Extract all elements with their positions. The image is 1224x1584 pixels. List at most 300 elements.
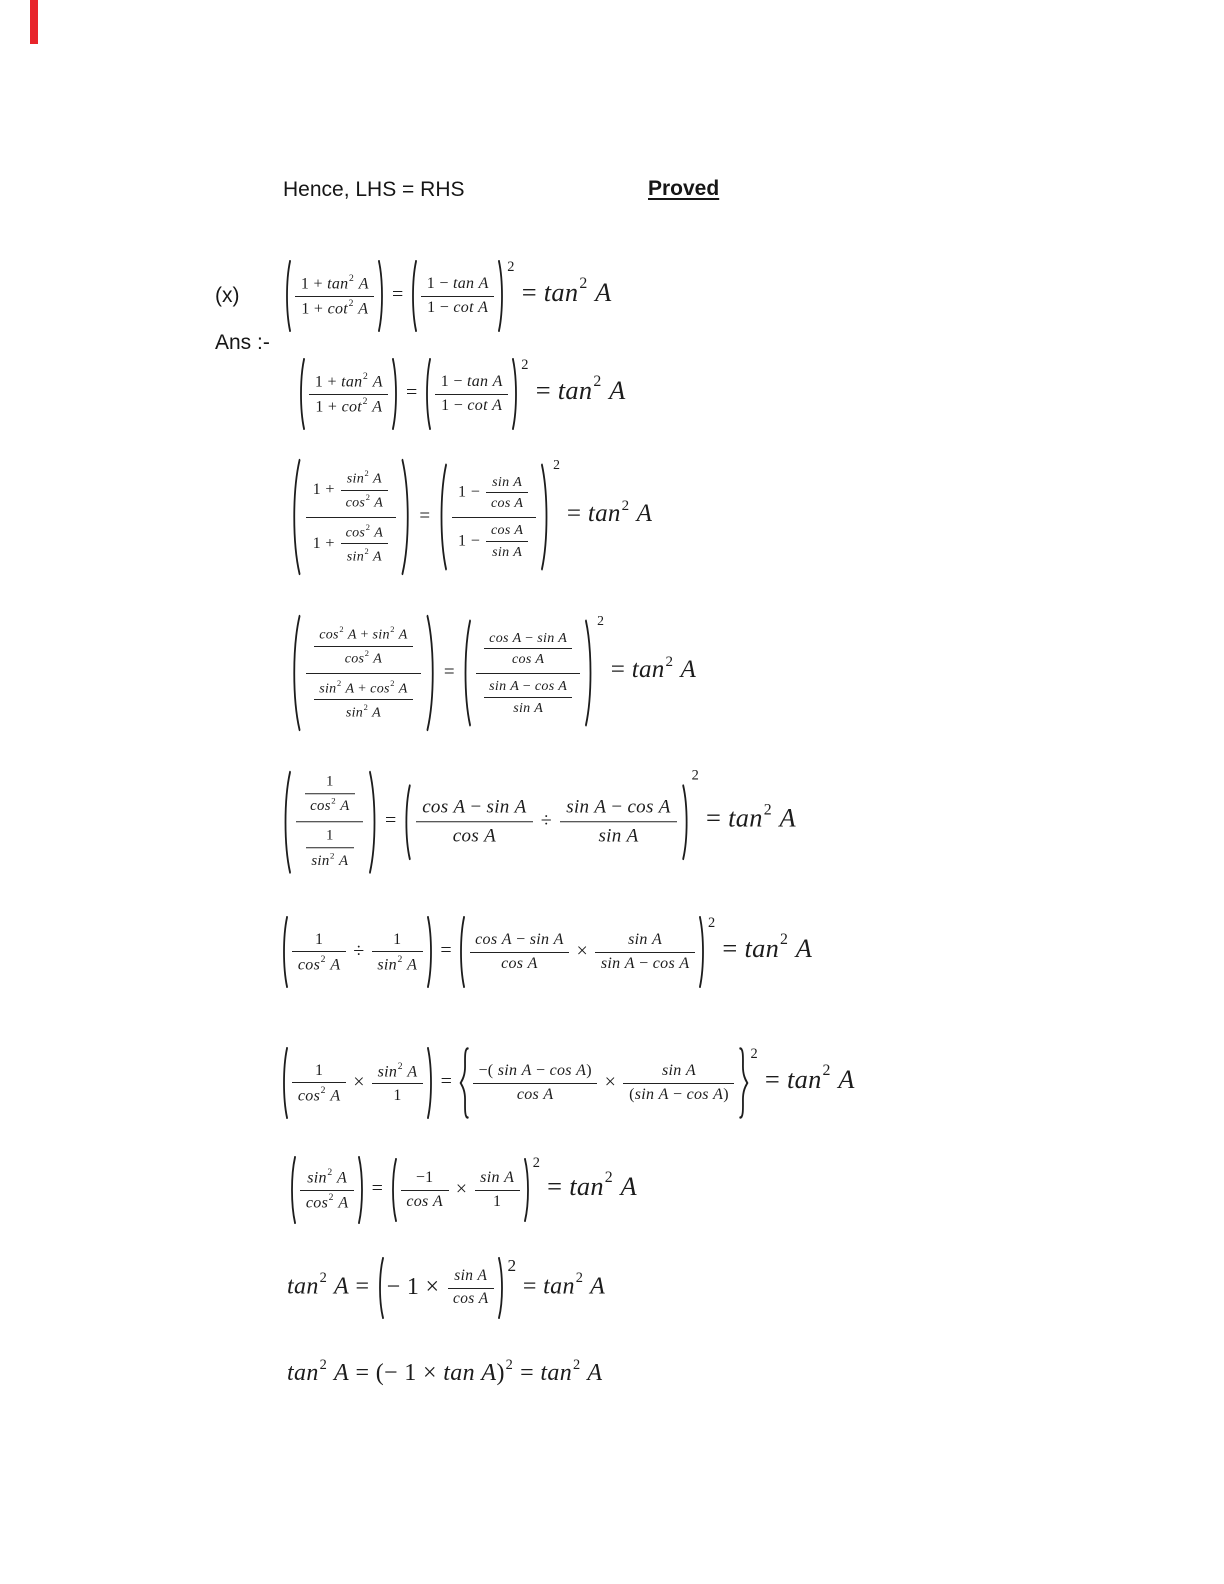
math-superscript: 2 <box>364 468 369 479</box>
math-text: cot <box>453 299 474 317</box>
math-text: sin <box>480 1169 500 1187</box>
math-group-body <box>515 277 612 307</box>
math-text: A <box>553 931 564 949</box>
math-text <box>789 933 796 963</box>
math-group-body <box>304 468 398 565</box>
math-text: − <box>531 1062 550 1080</box>
math-text: cos <box>297 956 321 974</box>
fraction <box>306 826 353 872</box>
math-text: A <box>626 824 639 846</box>
equation-9-express-as-tan <box>287 1257 605 1319</box>
fraction-numerator <box>486 521 528 542</box>
paren-delimiter <box>298 358 306 430</box>
math-text: A <box>330 956 341 974</box>
math-text: tan <box>587 500 621 528</box>
fraction <box>486 472 528 513</box>
paren-delimiter <box>461 619 473 727</box>
fraction-denominator <box>486 493 528 513</box>
fraction-denominator <box>560 823 678 850</box>
math-text: ( <box>629 1086 635 1104</box>
fraction-numerator <box>484 677 572 698</box>
math-text: A <box>372 398 383 416</box>
math-text: − <box>519 678 535 695</box>
fraction <box>486 521 528 562</box>
paren-delimiter <box>289 1156 297 1224</box>
math-group <box>288 468 414 565</box>
math-text: cos <box>516 1086 540 1104</box>
math-text: + <box>354 680 371 697</box>
math-text: A <box>779 802 796 833</box>
fraction-numerator <box>421 273 494 297</box>
math-text: 1 − <box>458 532 485 550</box>
fraction-numerator <box>306 620 421 674</box>
fraction-numerator <box>305 772 355 794</box>
group-exponent: 2 <box>507 259 515 275</box>
math-text: sin <box>529 931 550 949</box>
fraction-denominator <box>476 674 580 722</box>
fraction <box>306 464 396 571</box>
math-text: sin <box>628 931 648 949</box>
proved-label: Proved <box>648 177 720 200</box>
math-superscript: 2 <box>362 396 368 408</box>
math-group <box>540 1171 637 1201</box>
math-text: cos <box>489 629 509 646</box>
math-text: A <box>713 1086 724 1104</box>
group-exponent: 2 <box>750 1046 758 1062</box>
math-text: − 1 × <box>386 1273 446 1300</box>
math-text: sin <box>311 852 330 869</box>
math-group-body <box>433 373 510 415</box>
math-text: tan <box>543 276 579 307</box>
math-text: = <box>513 1360 541 1387</box>
math-text: A <box>358 275 369 293</box>
paren-delimiter <box>698 916 706 988</box>
math-group-body <box>290 930 424 974</box>
math-text: A <box>535 650 545 667</box>
fraction <box>300 1165 354 1215</box>
math-text: A <box>334 1273 350 1300</box>
math-text: A <box>347 627 357 644</box>
fraction-denominator <box>306 518 396 571</box>
math-text: = <box>540 1170 570 1201</box>
fraction-denominator <box>292 1083 346 1107</box>
math-text: A <box>658 796 671 818</box>
math-group-body <box>419 275 496 317</box>
math-text: ) <box>723 1086 729 1104</box>
fraction-numerator <box>314 623 412 647</box>
math-group-body <box>474 629 582 716</box>
equation-10-final-result <box>287 1356 602 1388</box>
fraction-numerator <box>595 929 695 953</box>
math-text: cos <box>549 1062 572 1080</box>
fraction-denominator <box>309 395 388 419</box>
group-exponent: 2 <box>507 1256 517 1275</box>
math-text: = <box>400 381 423 404</box>
math-text: × <box>347 1070 371 1093</box>
math-superscript: 2 <box>331 795 336 806</box>
math-group <box>402 767 700 846</box>
fraction-denominator <box>372 952 423 976</box>
math-group-body <box>307 370 390 416</box>
math-group-body <box>293 272 376 318</box>
math-group <box>699 803 796 833</box>
fraction-denominator <box>292 952 346 976</box>
math-text: A <box>477 1267 488 1285</box>
math-text: A <box>373 548 382 565</box>
paren-delimiter <box>289 458 303 576</box>
fraction-numerator <box>341 467 388 491</box>
paren-delimiter <box>426 1047 434 1119</box>
math-group <box>423 357 529 415</box>
fraction <box>421 273 494 320</box>
math-text: = <box>386 283 409 306</box>
math-group <box>457 915 716 973</box>
fraction <box>623 1060 734 1107</box>
fraction-denominator <box>314 700 412 723</box>
equation-1-given-identity-x <box>283 260 612 332</box>
fraction-denominator <box>314 647 412 670</box>
paren-delimiter <box>281 916 289 988</box>
math-group <box>280 773 380 869</box>
fraction-numerator <box>401 1167 449 1191</box>
math-group-body <box>560 497 653 528</box>
math-text: = <box>516 1273 544 1300</box>
math-group <box>715 933 812 963</box>
paren-delimiter <box>458 916 466 988</box>
fraction-denominator <box>595 953 695 976</box>
math-text: cot <box>467 397 488 415</box>
math-superscript: 2 <box>822 1062 831 1080</box>
math-text: A <box>484 824 496 846</box>
paren-delimiter <box>289 614 303 732</box>
math-text: 1 + <box>312 480 340 498</box>
math-text: tan <box>557 374 593 405</box>
math-group <box>435 457 561 560</box>
fraction-denominator <box>473 1084 598 1107</box>
fraction <box>470 929 570 976</box>
math-text: A <box>338 1194 349 1212</box>
math-text: A <box>620 1170 637 1201</box>
math-text: A <box>587 1360 603 1387</box>
math-text: A <box>501 931 512 949</box>
math-text: A <box>453 796 466 818</box>
math-text: = <box>435 939 458 962</box>
math-text: 1 <box>393 930 402 948</box>
fraction <box>296 768 363 876</box>
problem-index-label: (x) <box>215 284 240 307</box>
paren-delimiter <box>281 770 293 874</box>
math-text: sin <box>634 1086 655 1104</box>
math-text: cos <box>652 955 675 973</box>
math-text: sin <box>661 1062 682 1080</box>
fraction <box>314 623 412 670</box>
fraction <box>595 929 695 976</box>
fraction-denominator <box>306 848 353 872</box>
math-text: sin <box>492 473 510 490</box>
math-text: tan <box>631 656 665 684</box>
fraction-numerator <box>448 1265 494 1288</box>
math-text: tan <box>540 1360 573 1387</box>
equation-7-multiply-by-reciprocal <box>280 1047 855 1119</box>
fraction <box>305 772 355 818</box>
math-group-body <box>290 1060 425 1105</box>
math-text: tan <box>287 1360 319 1387</box>
math-text: A <box>373 471 382 488</box>
math-text: cot <box>327 300 349 318</box>
fraction <box>401 1167 449 1214</box>
math-group <box>288 1166 366 1212</box>
math-group-body <box>604 653 697 684</box>
math-text: 1 <box>493 1193 502 1211</box>
fraction-denominator <box>484 649 572 669</box>
fraction <box>314 677 412 724</box>
fraction <box>341 521 388 568</box>
math-group-body <box>304 624 422 721</box>
paren-delimiter <box>377 260 385 332</box>
math-text: sin <box>346 548 365 565</box>
math-group <box>283 272 387 318</box>
math-text: tan <box>452 275 475 293</box>
math-text: sin <box>307 1169 327 1187</box>
fraction <box>435 371 508 418</box>
math-group <box>560 497 653 528</box>
math-text: ) <box>496 1360 505 1387</box>
math-text: 1 + <box>301 300 328 318</box>
equation-8-cancel-common-factor <box>288 1156 637 1224</box>
math-text: A <box>504 1169 515 1187</box>
math-text: A <box>407 956 418 974</box>
math-group-body <box>450 473 539 560</box>
math-superscript: 2 <box>621 497 630 514</box>
math-text: sin <box>537 629 555 646</box>
paren-delimiter <box>367 770 379 874</box>
math-text: −1 <box>415 1169 434 1187</box>
math-text: tan <box>728 802 763 833</box>
fraction <box>306 620 421 727</box>
math-text: A <box>334 1360 350 1387</box>
math-text: = <box>438 661 460 683</box>
math-group-body <box>413 796 679 846</box>
fraction <box>295 271 374 321</box>
fraction-denominator <box>296 823 363 876</box>
math-text: tan <box>466 373 489 391</box>
math-text: ÷ <box>535 809 558 832</box>
fraction-numerator <box>306 826 353 848</box>
paren-delimiter <box>437 463 449 571</box>
math-group <box>288 624 439 721</box>
fraction <box>292 1059 346 1107</box>
math-text: A <box>624 955 635 973</box>
math-group-body <box>699 803 796 833</box>
math-text: A <box>478 1290 489 1308</box>
math-group <box>280 1060 435 1105</box>
math-text: + <box>356 627 373 644</box>
math-text: 1 − <box>440 373 467 391</box>
math-text: sin <box>492 543 510 560</box>
math-superscript: 2 <box>336 678 342 689</box>
math-text: A <box>339 852 349 869</box>
math-text: sin <box>345 704 364 721</box>
equation-4-combine-fractions <box>288 614 696 732</box>
math-group <box>297 370 401 416</box>
paren-delimiter <box>399 458 413 576</box>
math-text: sin <box>489 678 507 695</box>
math-text: A <box>512 629 522 646</box>
equation-3-substitute-sin-cos <box>288 458 652 576</box>
math-group-body <box>386 1267 496 1308</box>
math-text: × <box>450 1177 473 1200</box>
math-text: cos <box>627 796 654 818</box>
brace-delimiter <box>738 1047 749 1119</box>
math-group <box>604 653 697 684</box>
math-text: sin <box>372 627 390 644</box>
math-superscript: 2 <box>390 624 395 635</box>
math-text: A <box>513 543 523 560</box>
math-text: sin <box>377 956 397 974</box>
fraction-numerator <box>292 928 346 952</box>
math-text: A <box>398 627 408 644</box>
math-text: 1 <box>393 1087 402 1105</box>
fraction-denominator <box>470 953 570 976</box>
fraction <box>372 1059 423 1107</box>
math-text: tan <box>786 1063 822 1094</box>
math-text: cos <box>305 1194 329 1212</box>
math-text: A <box>372 704 381 721</box>
math-text: sin <box>600 955 621 973</box>
math-text: × <box>599 1070 622 1093</box>
math-text: 1 − <box>427 299 454 317</box>
hence-statement: Hence, LHS = RHS <box>283 178 465 201</box>
math-text: = <box>379 809 402 832</box>
math-group-body <box>298 1166 356 1212</box>
math-group-body <box>715 933 812 963</box>
math-text: = <box>560 500 588 528</box>
math-group <box>388 1155 541 1211</box>
paren-delimiter <box>390 1158 398 1222</box>
math-superscript: 2 <box>593 373 602 391</box>
fraction <box>475 1167 520 1214</box>
math-text: A <box>514 494 524 511</box>
math-superscript: 2 <box>328 1192 334 1204</box>
math-text: = <box>414 505 436 527</box>
math-text: A <box>543 1086 554 1104</box>
math-text: tan <box>744 932 780 963</box>
math-text: A <box>680 656 697 684</box>
math-text: cos <box>344 650 365 667</box>
paren-delimiter <box>403 784 412 860</box>
math-text: cos <box>512 650 532 667</box>
paren-delimiter <box>497 1257 505 1319</box>
math-text: = <box>715 932 745 963</box>
fraction-denominator <box>295 297 374 321</box>
math-superscript: 2 <box>397 953 403 965</box>
math-text: cos <box>297 1087 321 1105</box>
math-text: sin <box>377 1063 398 1081</box>
math-text: sin <box>454 1267 474 1285</box>
math-text: A <box>373 650 383 667</box>
paren-delimiter <box>583 619 595 727</box>
math-text: = (− 1 × <box>349 1360 444 1387</box>
fraction <box>452 469 537 566</box>
math-text: 1 + <box>300 275 328 293</box>
math-text: A <box>478 275 489 293</box>
math-text: A <box>527 955 538 973</box>
equation-2-restated-identity <box>297 358 626 430</box>
math-text: −( <box>478 1062 498 1080</box>
math-text: A <box>492 373 503 391</box>
paren-delimiter <box>410 260 418 332</box>
answer-label: Ans :- <box>215 331 270 354</box>
math-text: 1 <box>314 1061 324 1079</box>
math-text: sin <box>566 796 590 818</box>
math-text: A <box>432 1193 443 1211</box>
paren-delimiter <box>424 614 438 732</box>
math-text: A <box>374 524 384 541</box>
math-text: A <box>838 1063 855 1094</box>
math-group-body <box>294 773 365 869</box>
fraction-denominator <box>452 518 537 566</box>
fraction <box>484 677 572 718</box>
math-text: tan <box>341 373 363 391</box>
math-text: = <box>757 1063 787 1094</box>
fraction-numerator <box>473 1060 598 1084</box>
paren-delimiter <box>681 784 690 860</box>
math-text: − <box>606 796 628 818</box>
math-text: 1 − <box>441 397 468 415</box>
math-text: sin <box>598 824 622 846</box>
math-text: 1 + <box>315 398 342 416</box>
fraction-denominator <box>623 1084 734 1107</box>
paren-delimiter <box>426 916 434 988</box>
paren-delimiter <box>357 1156 365 1224</box>
math-text: cos <box>422 796 449 818</box>
fraction-numerator <box>416 794 534 822</box>
math-text: A <box>481 1360 497 1387</box>
fraction-denominator <box>448 1289 494 1311</box>
math-text: cos <box>453 1290 475 1308</box>
math-superscript: 2 <box>348 298 354 310</box>
math-superscript: 2 <box>365 492 370 503</box>
math-superscript: 2 <box>330 849 335 860</box>
math-text: = <box>435 1070 458 1093</box>
math-group-body <box>540 1171 637 1201</box>
fraction <box>341 467 388 514</box>
math-text: tan <box>287 1273 319 1300</box>
math-text: 1 + <box>314 373 342 391</box>
fraction-numerator <box>341 521 388 545</box>
math-text: cos <box>491 494 511 511</box>
math-text: cos <box>370 680 390 697</box>
group-exponent: 2 <box>553 457 561 472</box>
math-text: − <box>511 931 530 949</box>
math-text: A <box>510 678 520 695</box>
fraction-denominator <box>416 823 534 850</box>
fraction-numerator <box>484 628 572 649</box>
math-superscript: 2 <box>320 1084 326 1096</box>
math-group <box>280 930 435 974</box>
math-text: A <box>558 678 568 695</box>
math-superscript: 2 <box>572 1356 581 1373</box>
math-superscript: 2 <box>397 1060 403 1072</box>
math-text: A <box>576 1062 587 1080</box>
fraction-numerator <box>476 625 580 674</box>
math-text: A <box>337 1169 348 1187</box>
paren-delimiter <box>424 358 432 430</box>
math-text: 1 <box>326 827 334 844</box>
math-text: sin <box>346 471 365 488</box>
math-superscript: 2 <box>319 1270 327 1287</box>
fraction-denominator <box>341 544 388 567</box>
